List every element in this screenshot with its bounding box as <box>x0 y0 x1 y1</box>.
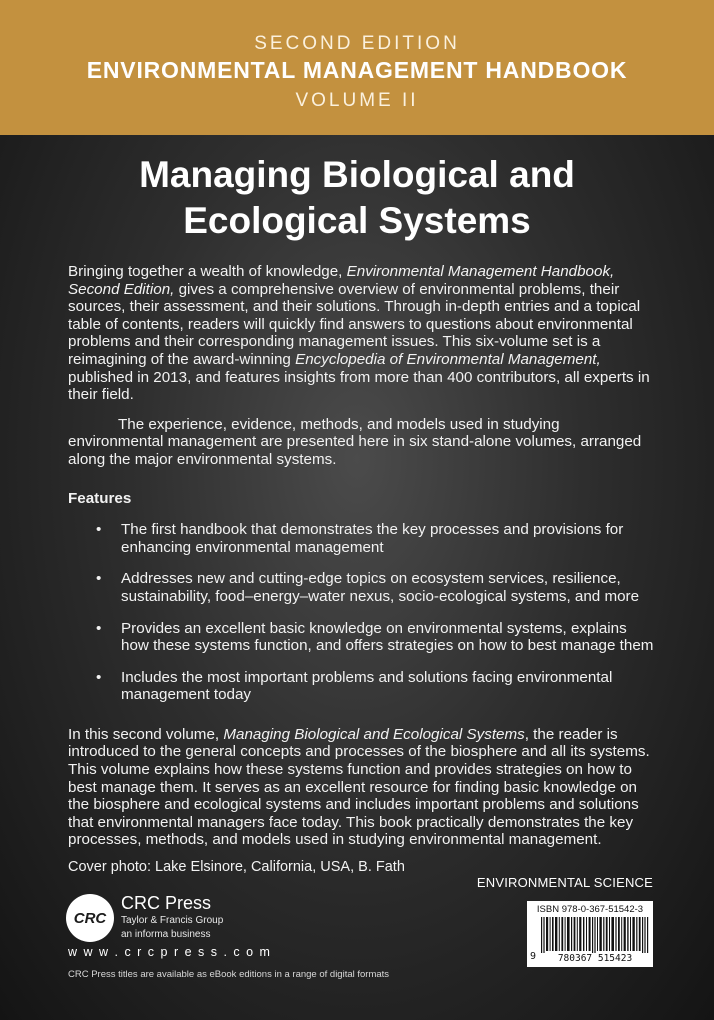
volume-text-2: , the reader is introduced to the general concepts and processes of the biosphere and all its systems. This volume explains how these systems function and provides strategies on how to best manage them. It serves as an excellent resource for finding basic knowledge on the biosphere and ecological systems and includes important problems and solutions that environmental managers face today. This book practically demonstrates the key processes, methods, and models used in studying environmental management. <box>68 725 650 849</box>
volume-text-1: In this second volume, <box>68 725 224 743</box>
ebook-note: CRC Press titles are available as eBook editions in a range of digital formats <box>68 969 390 980</box>
back-cover-text <box>68 263 654 849</box>
intro-text-1: Bringing together a wealth of knowledge, <box>68 263 347 280</box>
series-title: ENVIRONMENTAL MANAGEMENT HANDBOOK <box>86 57 628 83</box>
bullet-icon: • <box>96 570 102 588</box>
intro-italic-handbook: Environmental Management Handbook, Second Edition, <box>68 263 615 298</box>
crc-logo-icon: CRC <box>66 894 114 942</box>
intro-text-3: published in 2013, and features insights from more than 400 contributors, all experts in their field. <box>68 368 650 404</box>
publisher-url: w w w . c r c p r e s s . c o m <box>68 945 272 959</box>
publisher-name: CRC Press <box>121 893 212 913</box>
book-title-line-2: Ecological Systems <box>183 200 531 241</box>
publisher-business: an informa business <box>121 929 211 940</box>
feature-text: Addresses new and cutting-edge topics on ecosystem services, resilience, sustainability, food–energy–water nexus, socio-ecological systems, and more <box>121 570 640 605</box>
bullet-icon: • <box>96 668 102 686</box>
feature-text: Provides an excellent basic knowledge on environmental systems, explains how these systems function, and offers strategies on how to best manage them <box>121 619 654 655</box>
features-heading: Features <box>68 489 132 507</box>
title-banner <box>0 0 714 135</box>
volume-italic-title: Managing Biological and Ecological Systems <box>223 725 525 743</box>
volume-label: VOLUME II <box>295 90 419 111</box>
book-title-line-1: Managing Biological and <box>139 154 575 195</box>
subject-category: ENVIRONMENTAL SCIENCE <box>476 875 653 890</box>
book-title <box>40 152 674 244</box>
cover-photo-credit: Cover photo: Lake Elsinore, California, USA, B. Fath <box>68 859 405 875</box>
feature-item <box>68 570 654 605</box>
barcode-first-digit: 9 <box>530 951 537 962</box>
intro-text-2: gives a comprehensive overview of environmental problems, their sources, their assessment, and their solutions. Through in-depth entries and a topical table of contents, readers will quickly find answers to questions about environmental problems and their corresponding management issues. This six-volume set is a reimagining of the award-winning <box>68 280 641 368</box>
feature-text: Includes the most important problems and solutions facing environmental management today <box>121 668 613 704</box>
feature-item <box>68 521 654 556</box>
feature-item <box>68 620 654 655</box>
barcode <box>527 901 653 967</box>
bullet-icon: • <box>96 619 102 637</box>
publisher-group: Taylor & Francis Group <box>121 915 224 926</box>
features-list <box>68 521 654 704</box>
feature-item <box>68 669 654 704</box>
barcode-bars-icon <box>541 917 649 955</box>
barcode-digits: 780367 515423 <box>541 953 649 964</box>
intro-paragraph <box>68 263 654 404</box>
second-paragraph: The experience, evidence, methods, and models used in studying environmental management are presented here in six stand-alone volumes, arranged along the major environmental systems. <box>68 415 642 468</box>
volume-paragraph <box>68 726 654 849</box>
isbn-number: ISBN 978-0-367-51542-3 <box>536 904 644 915</box>
bullet-icon: • <box>96 521 102 539</box>
edition-label: SECOND EDITION <box>254 33 460 54</box>
intro-italic-encyclopedia: Encyclopedia of Environmental Management, <box>295 350 601 368</box>
feature-text: The first handbook that demonstrates the key processes and provisions for enhancing environmental management <box>121 521 624 556</box>
